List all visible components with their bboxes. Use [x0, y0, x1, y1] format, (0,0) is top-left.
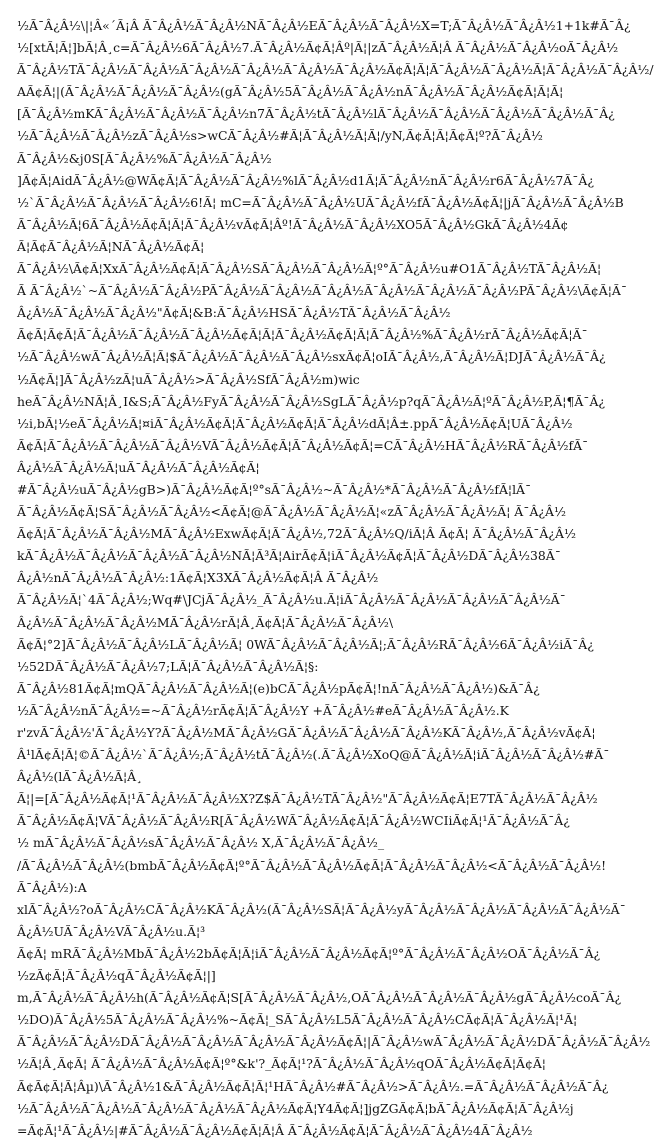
text-line: Ã¢Ã¦ mRÃ¯Â¿Â½MbÃ¯Â¿Â½2bÃ¢Ã¦Ã¦iÃ¯Â¿Â½Ã¯Â¿Â½Ã¢Ã¦º°Ã¯Â¿Â½Ã¯Â¿Â½OÃ¯Â¿Â½Ã¯Â¿: [17, 945, 601, 961]
text-line: r'zvÃ¯Â¿Â½'Ã¯Â¿Â½Y?Ã¯Â¿Â½MÃ¯Â¿Â½GÃ¯Â¿Â½Ã¯Â¿Â½Ã¯Â¿Â½KÃ¯Â¿Â½,Ã¯Â¿Â½vÃ¢Ã¦: [17, 725, 596, 740]
text-line: Â¿Â½Ã¯Â¿Â½Ã¯Â¿Â½MÃ¯Â¿Â½rÃ¦Â¸Ã¢Ã¦Ã¯Â¿Â½Ã¯Â¿Â½\: [17, 614, 394, 630]
text-line: m,Ã¯Â¿Â½Ã¯Â¿Â½h(Ã¯Â¿Â½Ã¢Ã¦S[Ã¯Â¿Â½Ã¯Â¿Â½,OÃ¯Â¿Â½Ã¯Â¿Â½Ã¯Â¿Â½gÃ¯Â¿Â½coÃ¯Â¿: [17, 990, 622, 1006]
text-line: ½Ã¯Â¿Â½Ã¯Â¿Â½Ã¯Â¿Â½Ã¯Â¿Â½Ã¯Â¿Â½Ã¢Ã¦Y4Ã¢Ã¦]jgZGÃ¢Ã¦bÃ¯Â¿Â½Ã¢Ã¦Ã¯Â¿Â½j: [17, 1100, 574, 1116]
text-line: #Ã¯Â¿Â½uÃ¯Â¿Â½gB>)Ã¯Â¿Â½Ã¢Ã¦º°sÃ¯Â¿Â½~Ã¯Â¿Â½*Ã¯Â¿Â½Ã¯Â¿Â½fÃ¦lÃ¯: [17, 481, 532, 497]
text-line: ½Ã¯Â¿Â½nÃ¯Â¿Â½=~Ã¯Â¿Â½rÃ¢Ã¦Ã¯Â¿Â½Y +Ã¯Â¿Â½#eÃ¯Â¿Â½Ã¯Â¿Â½.K: [17, 702, 509, 718]
text-line: Â¿Â½(lÃ¯Â¿Â½Ã¦Â¸: [17, 769, 143, 785]
text-line: Ã¯Â¿Â½):A: [17, 879, 87, 895]
text-line: Ã¯Â¿Â½\Ã¢Ã¦XxÃ¯Â¿Â½Ã¢Ã¦Ã¯Â¿Â½SÃ¯Â¿Â½Ã¯Â¿Â½Ã¦º°Ã¯Â¿Â½u#O1Ã¯Â¿Â½TÃ¯Â¿Â½Ã¦: [17, 261, 602, 277]
text-line: AÃ¢Ã¦|(Ã¯Â¿Â½Ã¯Â¿Â½Ã¯Â¿Â½(gÃ¯Â¿Â½5Ã¯Â¿Â½Ã¯Â¿Â½nÃ¯Â¿Â½Ã¯Â¿Â½Ã¢Ã¦Ã¦Ã¦: [17, 84, 564, 100]
text-line: Â¿Â½Ã¯Â¿Â½Ã¦uÃ¯Â¿Â½Ã¯Â¿Â½Ã¢Ã¦: [17, 459, 260, 475]
text-line: Ã¢Ã¦Ã¢Ã¦Ã¯Â¿Â½Ã¯Â¿Â½Ã¯Â¿Â½Ã¢Ã¦Ã¦Ã¯Â¿Â½Ã¢Ã¦Ã¦Ã¯Â¿Â½%Ã¯Â¿Â½rÃ¯Â¿Â½Ã¢Ã¦Ã¯: [17, 327, 588, 343]
text-line: ½Ã¢Ã¦]Ã¯Â¿Â½zÃ¦uÃ¯Â¿Â½>Ã¯Â¿Â½SfÃ¯Â¿Â½m)wic: [17, 371, 360, 387]
text-line: ½[xtÃ¦Ã¦]bÃ¦Â¸c=Ã¯Â¿Â½6Ã¯Â¿Â½7.Ã¯Â¿Â½Ã¢Ã¦Âº|Ã¦|zÃ¯Â¿Â½Ã¦Â Ã¯Â¿Â½Ã¯Â¿Â½oÃ¯Â¿Â½: [17, 40, 619, 56]
text-line: ½52DÃ¯Â¿Â½Ã¯Â¿Â½7;LÃ¦Ã¯Â¿Â½Ã¯Â¿Â½Ã¦§:: [17, 658, 319, 674]
text-line: ½Ã¯Â¿Â½Ã¯Â¿Â½zÃ¯Â¿Â½s>wCÃ¯Â¿Â½#Ã¦Ã¯Â¿Â½Ã¦Ã¦/yN,Ã¢Ã¦Ã¦Ã¢Ã¦º?Ã¯Â¿Â½: [17, 128, 543, 144]
text-line: Ã¢Ã¦Ã¯Â¿Â½Ã¯Â¿Â½MÃ¯Â¿Â½ExwÃ¢Ã¦Ã¯Â¿Â½,72Ã¯Â¿Â½Q/iÃ¦Â Ã¢Ã¦ Ã¯Â¿Â½Ã¯Â¿Â½: [17, 526, 576, 542]
text-line: ½Ã¯Â¿Â½wÃ¯Â¿Â½Ã¦Ã¦$Ã¯Â¿Â½Ã¯Â¿Â½Ã¯Â¿Â½sxÃ¢Ã¦oIÃ¯Â¿Â½,Ã¯Â¿Â½Ã¦DJÃ¯Â¿Â½Ã¯Â¿: [17, 349, 606, 365]
text-line: Ã¯Â¿Â½Ã¢Ã¦SÃ¯Â¿Â½Ã¯Â¿Â½<Ã¢Ã¦@Ã¯Â¿Â½Ã¯Â¿Â½Ã¦«zÃ¯Â¿Â½Ã¯Â¿Â½Ã¦ Ã¯Â¿Â½: [17, 504, 566, 520]
text-line: Â¹lÃ¢Ã¦Ã¦©Ã¯Â¿Â½`Ã¯Â¿Â½;Ã¯Â¿Â½tÃ¯Â¿Â½(.Ã¯Â¿Â½XoQ@Ã¯Â¿Â½Ã¦iÃ¯Â¿Â½Ã¯Â¿Â½#Ã¯: [17, 747, 610, 763]
text-line: Ã¢Ã¢Ã¦Ã¦Âµ)\Ã¯Â¿Â½1&Ã¯Â¿Â½Ã¢Ã¦Ã¦¹HÃ¯Â¿Â½#Ã¯Â¿Â½>Ã¯Â¿Â½.=Ã¯Â¿Â½Ã¯Â¿Â½Ã¯Â¿: [17, 1078, 609, 1094]
text-line: Ã¯Â¿Â½Ã¢Ã¦VÃ¯Â¿Â½Ã¯Â¿Â½R[Ã¯Â¿Â½WÃ¯Â¿Â½Ã¢Ã¦Ã¯Â¿Â½WCIiÃ¢Ã¦¹Ã¯Â¿Â½Ã¯Â¿: [17, 813, 570, 829]
text-line: heÃ¯Â¿Â½NÃ¦Â¸I&S;Ã¯Â¿Â½FyÃ¯Â¿Â½Ã¯Â¿Â½SgLÃ¯Â¿Â½p?qÃ¯Â¿Â½Ã¦ºÃ¯Â¿Â½P,Ã¦¶Ã¯Â¿: [17, 393, 606, 409]
text-line: ½`Ã¯Â¿Â½Ã¯Â¿Â½Ã¯Â¿Â½6!Ã¦ mC=Ã¯Â¿Â½Ã¯Â¿Â½UÃ¯Â¿Â½fÃ¯Â¿Â½Ã¢Ã¦|jÃ¯Â¿Â½Ã¯Â¿Â½B: [17, 194, 624, 210]
text-line: [Ã¯Â¿Â½mKÃ¯Â¿Â½Ã¯Â¿Â½Ã¯Â¿Â½n7Ã¯Â¿Â½tÃ¯Â¿Â½lÃ¯Â¿Â½Ã¯Â¿Â½Ã¯Â¿Â½Ã¯Â¿Â½Ã¯Â¿: [17, 106, 615, 122]
text-line: ½i,bÃ¦½eÃ¯Â¿Â½Ã¦¤iÃ¯Â¿Â½Ã¢Ã¦Ã¯Â¿Â½Ã¢Ã¦Ã¯Â¿Â½dÃ¦Â±.ppÃ¯Â¿Â½Ã¢Ã¦UÃ¯Â¿Â½: [17, 415, 573, 431]
text-line: ]Ã¢Ã¦AidÃ¯Â¿Â½@WÃ¢Ã¦Ã¯Â¿Â½Ã¯Â¿Â½%lÃ¯Â¿Â½d1Ã¦Ã¯Â¿Â½nÃ¯Â¿Â½r6Ã¯Â¿Â½7Ã¯Â¿: [17, 172, 595, 188]
text-line: Ã¯Â¿Â½Ã¯Â¿Â½DÃ¯Â¿Â½Ã¯Â¿Â½Ã¯Â¿Â½Ã¯Â¿Â½Ã¢Ã¦|Ã¯Â¿Â½wÃ¯Â¿Â½Ã¯Â¿Â½DÃ¯Â¿Â½Ã¯Â¿Â½: [17, 1034, 651, 1050]
text-line: Ã¢Ã¦°2]Ã¯Â¿Â½Ã¯Â¿Â½LÃ¯Â¿Â½Ã¦ 0WÃ¯Â¿Â½Ã¯Â¿Â½Ã¦;Ã¯Â¿Â½RÃ¯Â¿Â½6Ã¯Â¿Â½iÃ¯Â¿: [17, 636, 594, 652]
text-line: ½DO)Ã¯Â¿Â½5Ã¯Â¿Â½Ã¯Â¿Â½%~Ã¢Ã¦_SÃ¯Â¿Â½L5Ã¯Â¿Â½Ã¯Â¿Â½CÃ¢Ã¦Ã¯Â¿Â½Ã¦¹Ã¦: [17, 1012, 578, 1028]
text-line: ½Ã¦Â¸Ã¢Ã¦ Ã¯Â¿Â½Ã¯Â¿Â½Ã¢Ã¦º°&k'?_Ã¢Ã¦¹?Ã¯Â¿Â½Ã¯Â¿Â½qOÃ¯Â¿Â½Ã¢Ã¦Ã¢Ã¦: [17, 1056, 546, 1072]
text-line: xlÃ¯Â¿Â½?oÃ¯Â¿Â½CÃ¯Â¿Â½KÃ¯Â¿Â½(Ã¯Â¿Â½SÃ¦Ã¯Â¿Â½yÃ¯Â¿Â½Ã¯Â¿Â½Ã¯Â¿Â½Ã¯Â¿Â½Ã¯: [17, 901, 626, 917]
text-line: Ã¯Â¿Â½TÃ¯Â¿Â½Ã¯Â¿Â½Ã¯Â¿Â½Ã¯Â¿Â½Ã¯Â¿Â½Ã¯Â¿Â½Ã¢Ã¦Ã¦Ã¯Â¿Â½Ã¯Â¿Â½Ã¦Ã¯Â¿Â½Ã¯Â¿Â½/: [17, 62, 654, 78]
text-line: Ã Ã¯Â¿Â½`~Ã¯Â¿Â½Ã¯Â¿Â½PÃ¯Â¿Â½Ã¯Â¿Â½Ã¯Â¿Â½Ã¯Â¿Â½Ã¯Â¿Â½Ã¯Â¿Â½PÃ¯Â¿Â½\Ã¢Ã¦Ã¯: [17, 283, 628, 299]
text-line: ½ mÃ¯Â¿Â½Ã¯Â¿Â½sÃ¯Â¿Â½Ã¯Â¿Â½ X,Ã¯Â¿Â½Ã¯Â¿Â½_: [17, 835, 385, 851]
text-line: Â¿Â½nÃ¯Â¿Â½Ã¯Â¿Â½:1Ã¢Ã¦X3XÃ¯Â¿Â½Ã¢Ã¦Â Ã¯Â¿Â½: [17, 570, 379, 586]
text-line: Ã¯Â¿Â½81Ã¢Ã¦mQÃ¯Â¿Â½Ã¯Â¿Â½Ã¦(e)bCÃ¯Â¿Â½pÃ¢Ã¦!nÃ¯Â¿Â½Ã¯Â¿Â½)&Ã¯Â¿: [17, 680, 540, 696]
text-line: Â¿Â½Ã¯Â¿Â½Ã¯Â¿Â½"Ã¢Ã¦&B:Ã¯Â¿Â½HSÃ¯Â¿Â½TÃ¯Â¿Â½Ã¯Â¿Â½: [17, 305, 451, 321]
garbled-text-body: [17, 15, 654, 1142]
text-line: ½Ã¯Â¿Â½\|¦Â«´Ã¡Â Ã¯Â¿Â½Ã¯Â¿Â½NÃ¯Â¿Â½EÃ¯Â¿Â½Ã¯Â¿Â½X=T;Ã¯Â¿Â½Ã¯Â¿Â½1+1k#Ã¯Â¿: [17, 18, 631, 33]
text-line: /Ã¯Â¿Â½Ã¯Â¿Â½(bmbÃ¯Â¿Â½Ã¢Ã¦º°Ã¯Â¿Â½Ã¯Â¿Â½Ã¢Ã¦Ã¯Â¿Â½Ã¯Â¿Â½<Ã¯Â¿Â½Ã¯Â¿Â½!: [17, 857, 607, 873]
text-line: Â¿Â½UÃ¯Â¿Â½VÃ¯Â¿Â½u.Ã¦³: [17, 923, 206, 939]
text-line: =Ã¢Ã¦¹Ã¯Â¿Â½|#Ã¯Â¿Â½Ã¯Â¿Â½Ã¢Ã¦Ã¦Â Ã¯Â¿Â½Ã¢Ã¦Ã¯Â¿Â½Ã¯Â¿Â½4Ã¯Â¿Â½: [17, 1122, 533, 1138]
text-line: kÃ¯Â¿Â½Ã¯Â¿Â½Ã¯Â¿Â½Ã¯Â¿Â½NÃ¦Ã³Ã¦AirÃ¢Ã¦iÃ¯Â¿Â½Ã¢Ã¦Ã¯Â¿Â½DÃ¯Â¿Â½38Ã¯: [17, 548, 561, 564]
text-line: Ã¯Â¿Â½&j0S[Ã¯Â¿Â½%Ã¯Â¿Â½Ã¯Â¿Â½: [17, 150, 272, 166]
text-line: Ã¯Â¿Â½Ã¦6Ã¯Â¿Â½Ã¢Ã¦Ã¦Ã¯Â¿Â½vÃ¢Ã¦Âº!Ã¯Â¿Â½Ã¯Â¿Â½XO5Ã¯Â¿Â½GkÃ¯Â¿Â½4Ã¢: [17, 216, 569, 232]
text-line: Ã¯Â¿Â½Ã¦`4Ã¯Â¿Â½;Wq#\JCjÃ¯Â¿Â½_Ã¯Â¿Â½u.Ã¦iÃ¯Â¿Â½Ã¯Â¿Â½Ã¯Â¿Â½Ã¯Â¿Â½Ã¯: [17, 592, 566, 608]
text-line: Ã¢Ã¦Ã¯Â¿Â½Ã¯Â¿Â½Ã¯Â¿Â½VÃ¯Â¿Â½Ã¢Ã¦Ã¯Â¿Â½Ã¢Ã¦=CÃ¯Â¿Â½HÃ¯Â¿Â½RÃ¯Â¿Â½fÃ¯: [17, 437, 589, 453]
text-line: Ã¦|=[Ã¯Â¿Â½Ã¢Ã¦¹Ã¯Â¿Â½Ã¯Â¿Â½X?Z$Ã¯Â¿Â½TÃ¯Â¿Â½"Ã¯Â¿Â½Ã¢Ã¦E7TÃ¯Â¿Â½Ã¯Â¿Â½: [17, 791, 598, 807]
text-line: Ã¦Ã¢Ã¯Â¿Â½Ã¦NÃ¯Â¿Â½Ã¢Ã¦: [17, 238, 205, 254]
text-line: ½zÃ¢Ã¦Ã¯Â¿Â½qÃ¯Â¿Â½Ã¢Ã¦|]: [17, 968, 216, 984]
